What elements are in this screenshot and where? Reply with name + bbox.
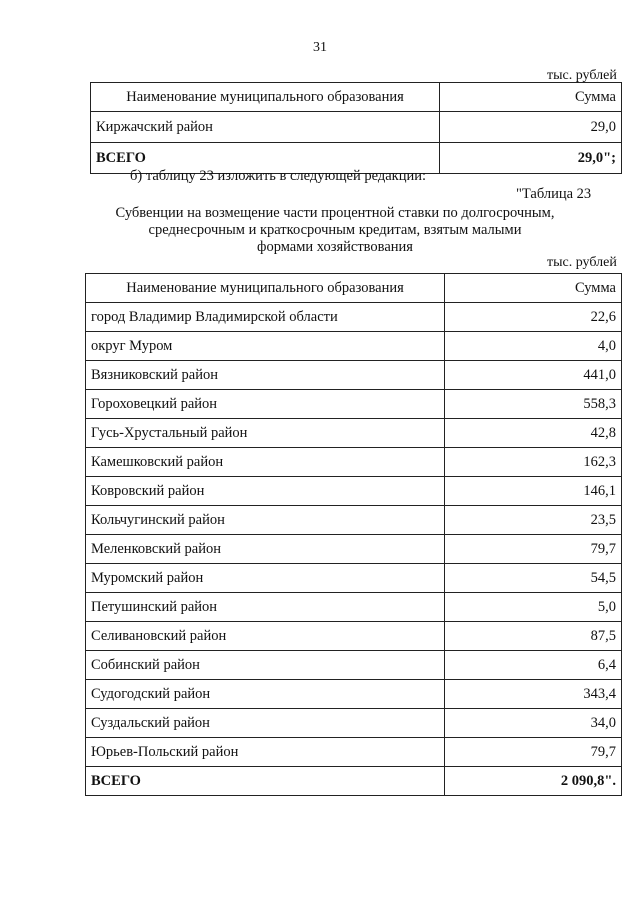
- table-row: [91, 112, 622, 143]
- row-name: Меленковский район: [86, 535, 445, 564]
- table-2: [85, 273, 622, 796]
- title-line: среднесрочным и краткосрочным кредитам, взятым малыми: [148, 222, 522, 238]
- total-sum: 2 090,8".: [445, 767, 622, 796]
- total-label: ВСЕГО: [86, 767, 445, 796]
- table-row: [86, 332, 622, 361]
- table-row: [86, 738, 622, 767]
- row-name: Гусь-Хрустальный район: [86, 419, 445, 448]
- total-label: ВСЕГО: [91, 143, 440, 174]
- table-row: [86, 709, 622, 738]
- column-header-name: Наименование муниципального образования: [86, 274, 445, 303]
- table-row: [86, 564, 622, 593]
- row-sum: 343,4: [445, 680, 622, 709]
- table-row: [86, 535, 622, 564]
- table1-unit-label: тыс. рублей: [547, 68, 617, 83]
- row-sum: 4,0: [445, 332, 622, 361]
- row-sum: 558,3: [445, 390, 622, 419]
- table-row: [86, 361, 622, 390]
- table-row: [86, 593, 622, 622]
- table-row: [86, 448, 622, 477]
- row-name: Киржачский район: [91, 112, 440, 143]
- row-sum: 87,5: [445, 622, 622, 651]
- column-header-name: Наименование муниципального образования: [91, 83, 440, 112]
- total-sum: 29,0";: [440, 143, 622, 174]
- row-sum: 162,3: [445, 448, 622, 477]
- table-title: [100, 205, 570, 256]
- row-name: Кольчугинский район: [86, 506, 445, 535]
- column-header-sum: Сумма: [440, 83, 622, 112]
- table-row: [86, 651, 622, 680]
- row-name: Собинский район: [86, 651, 445, 680]
- row-sum: 6,4: [445, 651, 622, 680]
- table-row: [86, 419, 622, 448]
- table-row: [86, 303, 622, 332]
- row-sum: 441,0: [445, 361, 622, 390]
- title-line: Субвенции на возмещение части процентной ставки по долгосрочным,: [115, 205, 555, 221]
- row-name: город Владимир Владимирской области: [86, 303, 445, 332]
- row-sum: 42,8: [445, 419, 622, 448]
- row-name: Муромский район: [86, 564, 445, 593]
- row-sum: 79,7: [445, 535, 622, 564]
- row-name: Вязниковский район: [86, 361, 445, 390]
- row-name: Суздальский район: [86, 709, 445, 738]
- page-number: 31: [313, 40, 327, 55]
- table-total-row: [86, 767, 622, 796]
- table-header-row: [86, 274, 622, 303]
- table-header-row: [91, 83, 622, 112]
- table-row: [86, 622, 622, 651]
- instruction-text: б) таблицу 23 изложить в следующей редакции:: [130, 168, 427, 184]
- title-line: формами хозяйствования: [257, 239, 413, 255]
- table-row: [86, 506, 622, 535]
- row-sum: 34,0: [445, 709, 622, 738]
- row-name: Камешковский район: [86, 448, 445, 477]
- row-name: Судогодский район: [86, 680, 445, 709]
- table-label: "Таблица 23: [516, 186, 592, 202]
- row-name: Ковровский район: [86, 477, 445, 506]
- row-name: Селивановский район: [86, 622, 445, 651]
- table-1: [90, 82, 622, 174]
- row-sum: 5,0: [445, 593, 622, 622]
- row-sum: 23,5: [445, 506, 622, 535]
- row-name: округ Муром: [86, 332, 445, 361]
- table-row: [86, 477, 622, 506]
- table-row: [86, 390, 622, 419]
- row-sum: 54,5: [445, 564, 622, 593]
- row-name: Гороховецкий район: [86, 390, 445, 419]
- row-name: Петушинский район: [86, 593, 445, 622]
- row-name: Юрьев-Польский район: [86, 738, 445, 767]
- row-sum: 29,0: [440, 112, 622, 143]
- row-sum: 146,1: [445, 477, 622, 506]
- row-sum: 22,6: [445, 303, 622, 332]
- table-row: [86, 680, 622, 709]
- row-sum: 79,7: [445, 738, 622, 767]
- table2-unit-label: тыс. рублей: [547, 255, 617, 270]
- column-header-sum: Сумма: [445, 274, 622, 303]
